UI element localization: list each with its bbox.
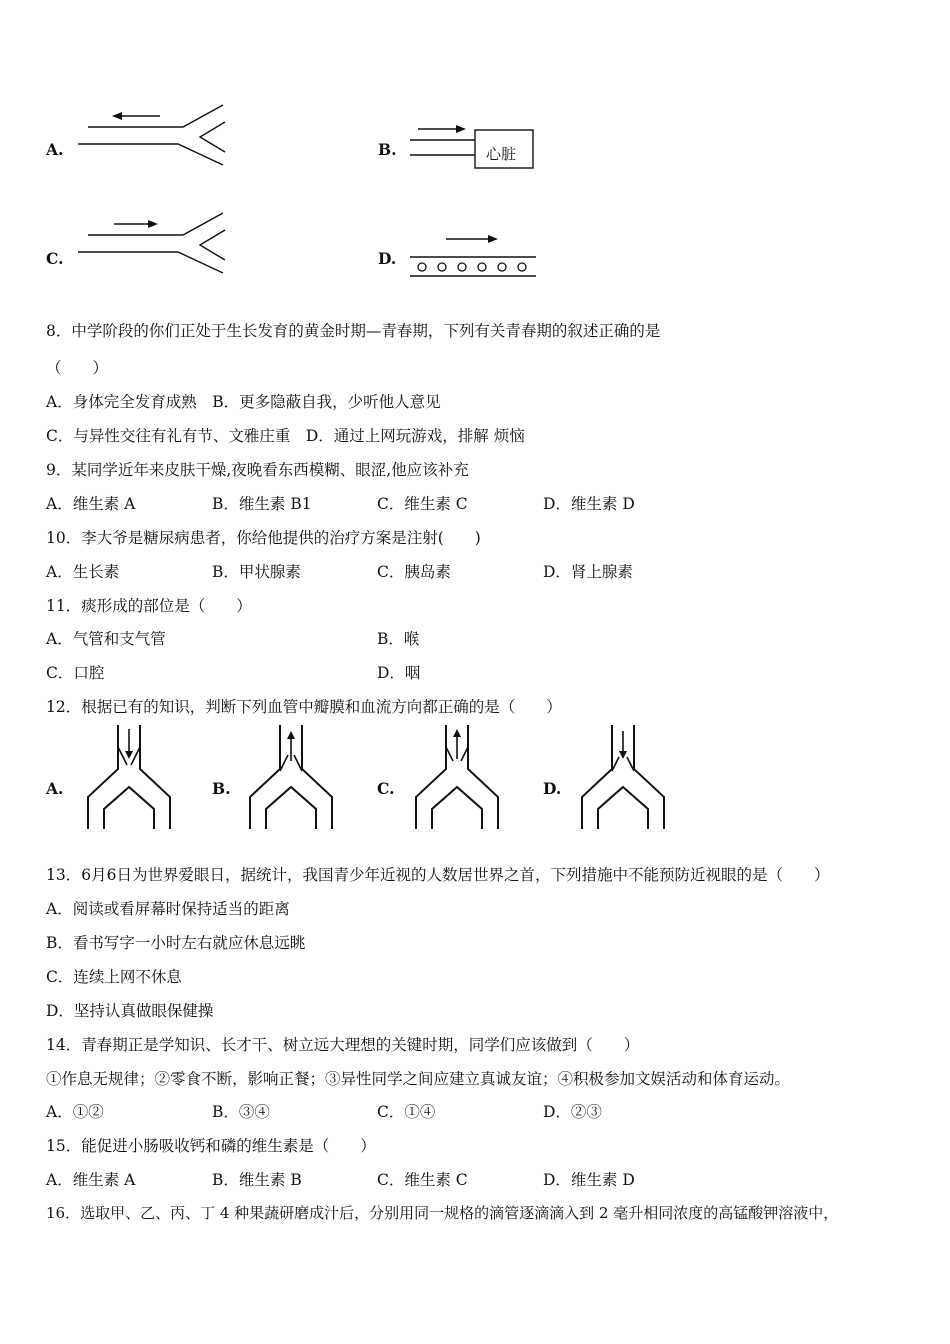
q11-option-a: A．气管和支气管 [46, 630, 166, 648]
q12-option-d-label: D. [543, 779, 562, 798]
valve-left [446, 747, 453, 761]
valve-right [461, 747, 468, 761]
q10-option-a: A．生长素 [46, 563, 120, 581]
arrow-up-head [453, 729, 461, 737]
blood-cell [498, 263, 506, 271]
arrow-down-head [619, 751, 627, 759]
q15-option-b: B．维生素 B [212, 1171, 302, 1189]
q7-option-b-label: B. [378, 140, 397, 159]
q7-option-c-label: C. [46, 249, 64, 268]
q13-option-d: D．坚持认真做眼保健操 [46, 1002, 214, 1020]
q10-option-b: B．甲状腺素 [212, 563, 301, 581]
vessel-fork [200, 122, 225, 152]
vessel-lower-wall [78, 144, 223, 165]
q13-option-c: C．连续上网不休息 [46, 968, 182, 986]
q7-diagram-d [410, 230, 540, 280]
heart-box-text: 心脏 [486, 145, 517, 163]
blood-cell [438, 263, 446, 271]
q14-option-d: D．②③ [543, 1103, 602, 1121]
vessel-fork [432, 787, 482, 829]
q9-option-b: B．维生素 B1 [212, 495, 312, 513]
vessel-lower-wall [78, 252, 223, 273]
arrow-right-head [456, 125, 466, 133]
q7-diagram-b [410, 120, 536, 172]
q9-option-d: D．维生素 D [543, 495, 635, 513]
vessel-fork [266, 787, 316, 829]
q14-stem: 14．青春期正是学知识、长才干、树立远大理想的关键时期，同学们应该做到（ ） [46, 1036, 640, 1054]
valve-right [294, 755, 302, 771]
arrow-right-head [148, 220, 158, 228]
q12-diagram-a [84, 725, 174, 829]
blood-cell [458, 263, 466, 271]
q10-option-c: C．胰岛素 [377, 563, 451, 581]
q14-items: ①作息无规律；②零食不断，影响正餐；③异性同学之间应建立真诚友谊；④积极参加文娱活动和体育运动。 [46, 1070, 791, 1088]
q14-option-a: A．①② [46, 1103, 104, 1121]
vessel-fork [200, 230, 225, 260]
q14-option-b: B．③④ [212, 1103, 270, 1121]
q15-option-d: D．维生素 D [543, 1171, 635, 1189]
valve-left [280, 755, 288, 771]
q16-stem: 16．选取甲、乙、丙、丁 4 种果蔬研磨成汁后，分别用同一规格的滴管逐滴滴入到 2 毫升相同浓度的高锰酸钾溶液中， [46, 1204, 839, 1222]
q13-stem: 13．6月6日为世界爱眼日，据统计，我国青少年近视的人数居世界之首，下列措施中不能预防近视眼的是（ ） [46, 866, 830, 884]
q7-diagram-a [78, 100, 238, 170]
blood-cell [478, 263, 486, 271]
q12-option-a-label: A. [46, 779, 64, 798]
q10-option-d: D．肾上腺素 [543, 563, 633, 581]
valve-left [118, 747, 127, 765]
q7-diagram-c [78, 208, 238, 278]
valve-right [131, 747, 140, 765]
q12-option-c-label: C. [377, 779, 395, 798]
blood-cell [518, 263, 526, 271]
arrow-down-head [125, 751, 133, 759]
q15-stem: 15．能促进小肠吸收钙和磷的维生素是（ ） [46, 1137, 376, 1155]
q10-stem: 10．李大爷是糖尿病患者，你给他提供的治疗方案是注射( ) [46, 529, 481, 547]
q8-options-ab: A．身体完全发育成熟 B．更多隐蔽自我，少听他人意见 [46, 393, 441, 411]
q11-option-c: C．口腔 [46, 664, 105, 682]
q11-option-b: B．喉 [377, 630, 420, 648]
q15-option-c: C．维生素 C [377, 1171, 468, 1189]
q12-diagram-b [246, 725, 336, 829]
q12-diagram-c [412, 725, 502, 829]
q12-diagram-d [578, 725, 668, 829]
q9-stem: 9．某同学近年来皮肤干燥,夜晚看东西模糊、眼涩,他应该补充 [46, 461, 469, 479]
valve-left [612, 757, 619, 771]
q7-option-a-label: A. [46, 140, 64, 159]
q14-option-c: C．①④ [377, 1103, 436, 1121]
vessel-fork [104, 787, 154, 829]
blood-cell [418, 263, 426, 271]
q8-options-cd: C．与异性交往有礼有节、文雅庄重 D．通过上网玩游戏，排解 烦恼 [46, 427, 525, 445]
arrow-right-head [488, 235, 498, 243]
valve-right [627, 757, 634, 771]
q15-option-a: A．维生素 A [46, 1171, 136, 1189]
q8-answer-paren: （ ） [46, 359, 109, 377]
q11-stem: 11．痰形成的部位是（ ） [46, 597, 252, 615]
q8-stem: 8．中学阶段的你们正处于生长发育的黄金时期—青春期，下列有关青春期的叙述正确的是 [46, 322, 661, 340]
q11-option-d: D．咽 [377, 664, 421, 682]
vessel-fork [598, 787, 648, 829]
q9-option-a: A．维生素 A [46, 495, 136, 513]
arrow-up-head [287, 731, 295, 739]
arrow-left-head [112, 112, 122, 120]
q13-option-a: A．阅读或看屏幕时保持适当的距离 [46, 900, 290, 918]
q12-stem: 12．根据已有的知识，判断下列血管中瓣膜和血流方向都正确的是（ ） [46, 698, 562, 716]
q9-option-c: C．维生素 C [377, 495, 468, 513]
q13-option-b: B．看书写字一小时左右就应休息远眺 [46, 934, 306, 952]
q12-option-b-label: B. [212, 779, 231, 798]
q7-option-d-label: D. [378, 249, 397, 268]
